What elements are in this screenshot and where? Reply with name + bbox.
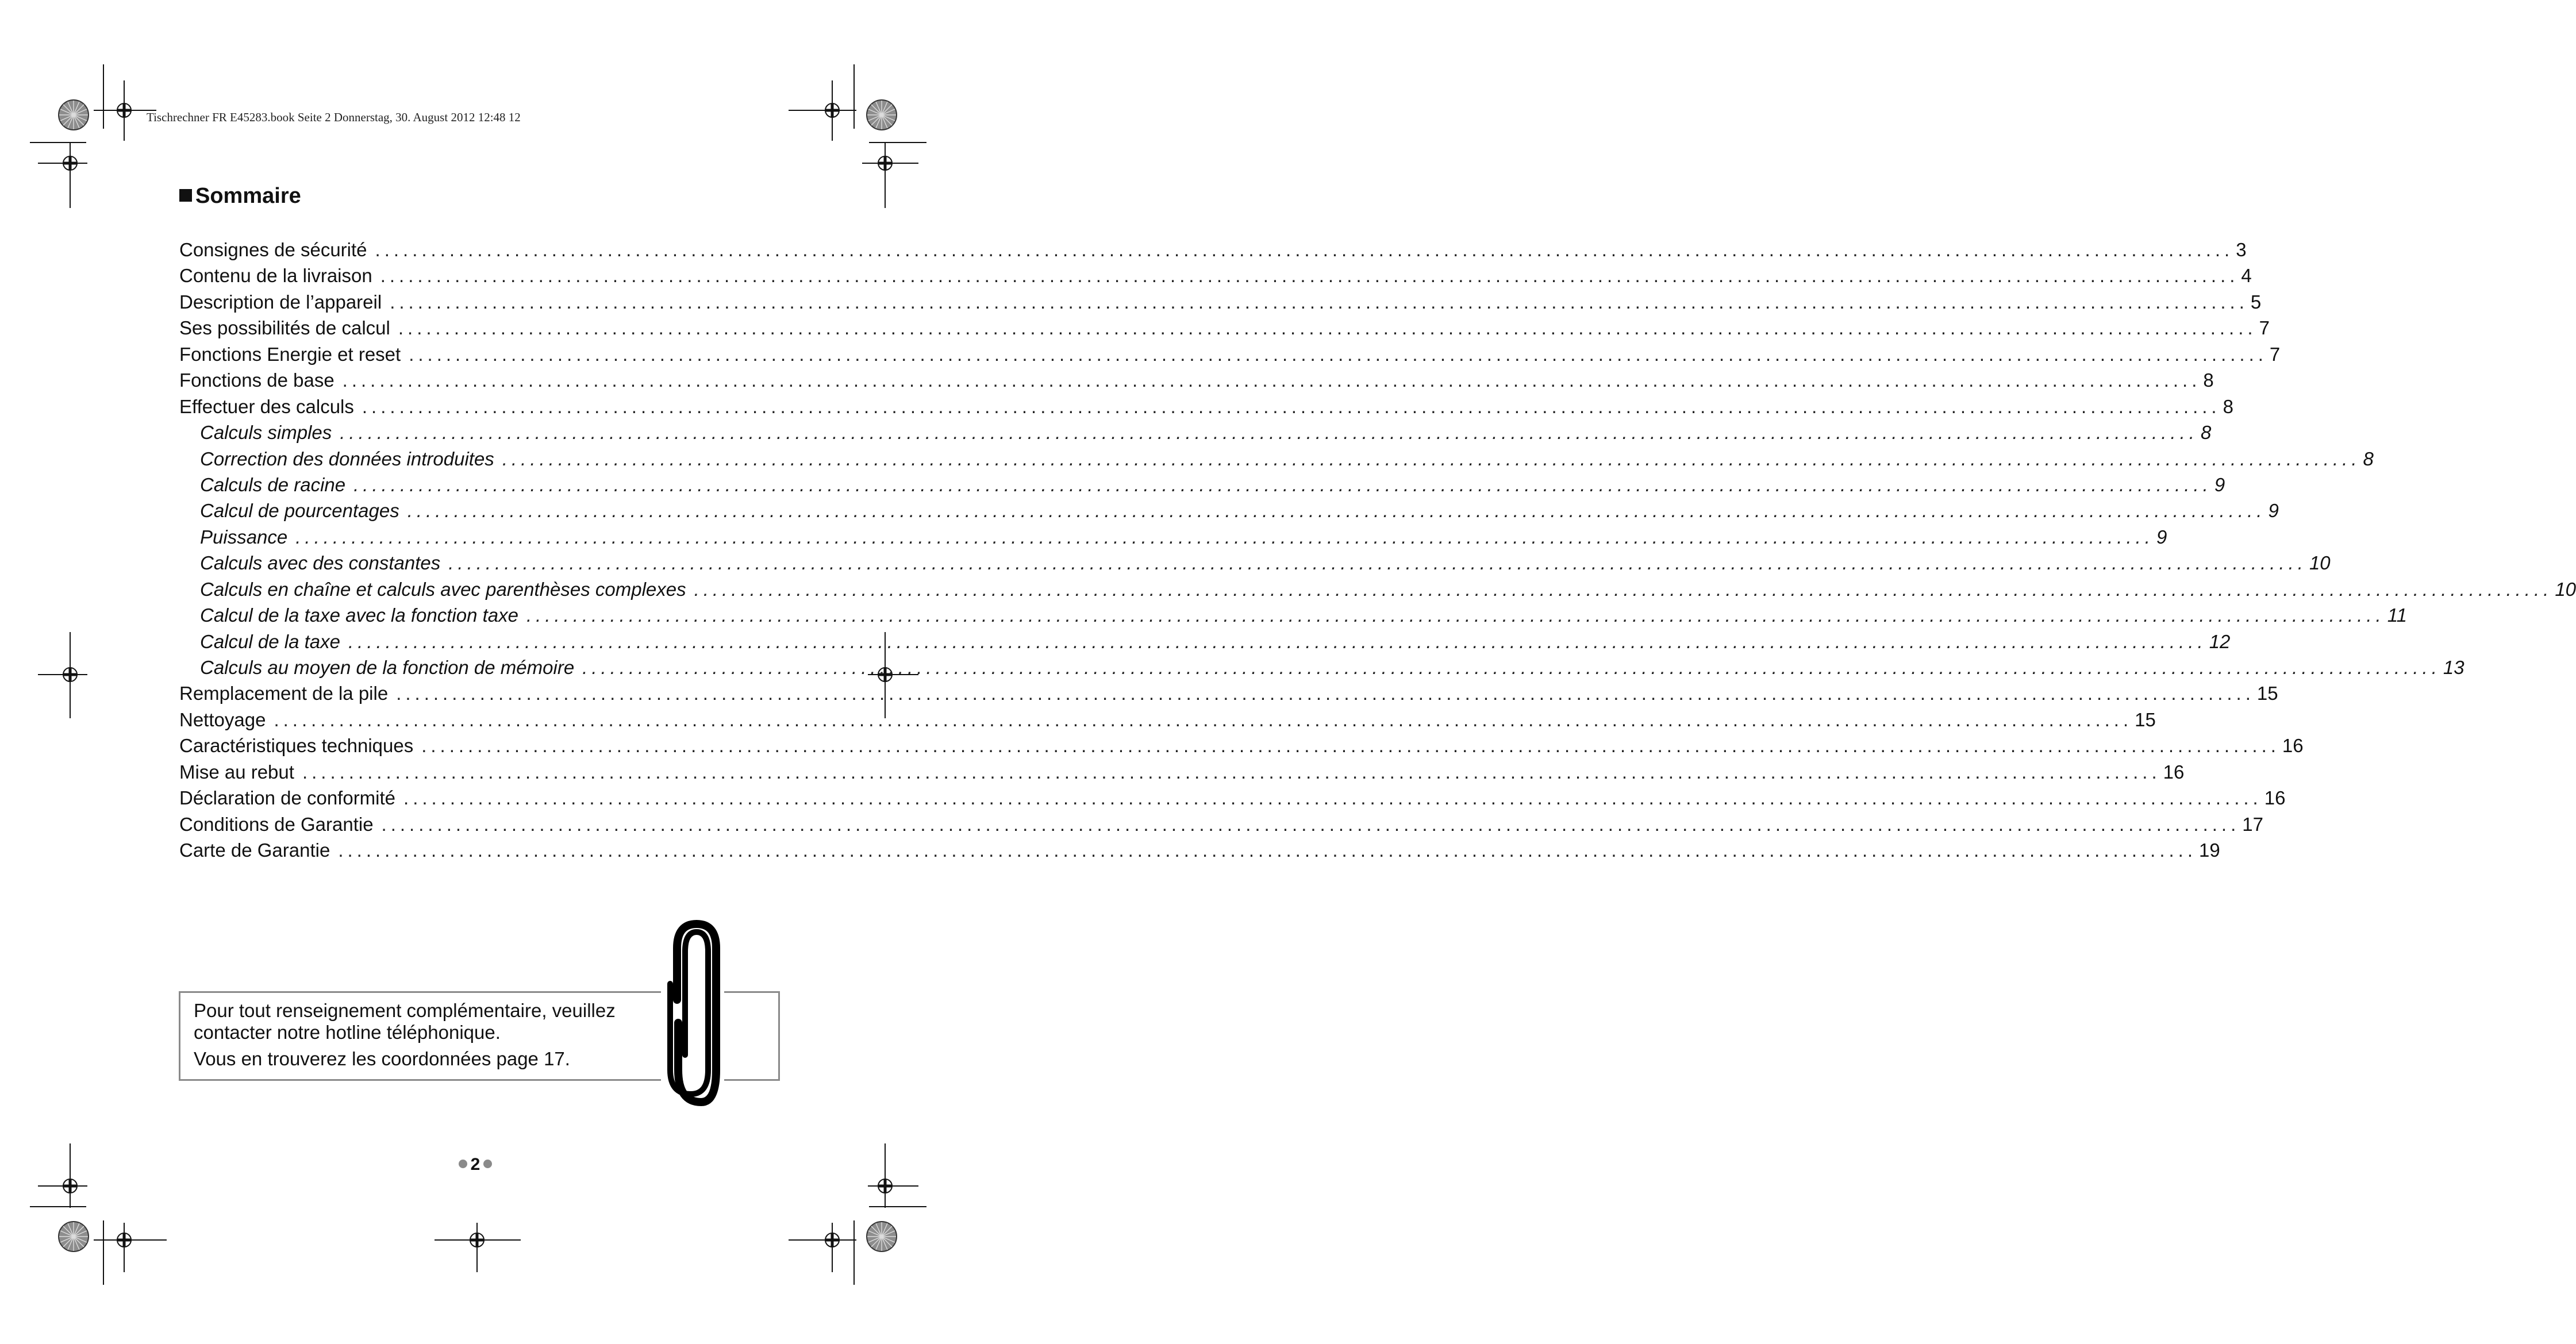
toc-entry-title: Fonctions Energie et reset — [179, 343, 401, 365]
notice-line-1: Pour tout renseignement complémentaire, veuillez — [194, 1000, 616, 1021]
left-dot-icon — [459, 1160, 467, 1168]
toc-entry-title: Calculs simples — [200, 422, 332, 444]
toc-entry — [179, 811, 2263, 837]
toc-entry-title: Puissance — [200, 526, 288, 548]
toc-leader-dots: ........................................................................................................................................................................................................ — [348, 630, 2207, 652]
page-number — [0, 1155, 951, 1174]
toc-leader-dots: ........................................................................................................................................................................................................ — [340, 422, 2198, 444]
toc-entry-title: Déclaration de conformité — [179, 787, 396, 809]
toc-entry-title: Carte de Garantie — [179, 839, 330, 861]
toc-entry — [179, 602, 2407, 628]
toc-leader-dots: ........................................................................................................................................................................................................ — [396, 683, 2255, 704]
toc-entry-page: 11 — [2387, 604, 2407, 626]
toc-entry — [179, 837, 2220, 863]
toc-leader-dots: ........................................................................................................................................................................................................ — [421, 735, 2280, 757]
toc-entry — [179, 394, 2233, 419]
toc-leader-dots: ........................................................................................................................................................................................................ — [403, 787, 2262, 809]
toc-leader-dots: ........................................................................................................................................................................................................ — [380, 265, 2239, 287]
toc-entry-page: 7 — [2269, 343, 2281, 365]
toc-entry-page: 10 — [2555, 578, 2576, 600]
page-title-text: Sommaire — [195, 184, 301, 208]
toc-entry-title: Calcul de la taxe — [200, 630, 340, 652]
toc-entry-page: 19 — [2199, 839, 2220, 861]
page-title — [179, 185, 301, 207]
toc-leader-dots: ........................................................................................................................................................................................................ — [353, 473, 2212, 495]
toc-entry-title: Mise au rebut — [179, 761, 294, 783]
toc-entry — [179, 446, 2374, 472]
toc-entry — [179, 237, 2247, 263]
toc-entry-title: Calculs au moyen de la fonction de mémoire — [200, 657, 575, 678]
toc-entry-title: Calcul de pourcentages — [200, 500, 399, 522]
toc-entry — [179, 629, 2231, 654]
table-of-contents — [179, 237, 2576, 864]
toc-entry — [179, 341, 2281, 367]
toc-leader-dots: ........................................................................................................................................................................................................ — [448, 552, 2307, 574]
toc-entry-title: Conditions de Garantie — [179, 813, 374, 835]
toc-entry — [179, 550, 2331, 576]
toc-entry — [179, 472, 2225, 498]
toc-entry — [179, 707, 2156, 733]
toc-entry-title: Nettoyage — [179, 708, 266, 730]
notice-line-3: Vous en trouverez les coordonnées page 17. — [194, 1048, 570, 1069]
right-dot-icon — [483, 1160, 492, 1168]
toc-entry-title: Fonctions de base — [179, 369, 335, 391]
toc-entry — [179, 733, 2304, 758]
toc-leader-dots: ........................................................................................................................................................................................................ — [381, 813, 2240, 835]
toc-leader-dots: ........................................................................................................................................................................................................ — [375, 239, 2234, 260]
notice-line-2: contacter notre hotline téléphonique. — [194, 1022, 501, 1043]
toc-leader-dots: ........................................................................................................................................................................................................ — [398, 317, 2257, 339]
toc-entry-title: Caractéristiques techniques — [179, 735, 414, 757]
toc-entry-title: Calculs de racine — [200, 473, 346, 495]
toc-entry-title: Description de l’appareil — [179, 291, 382, 313]
toc-leader-dots: ........................................................................................................................................................................................................ — [362, 395, 2221, 417]
toc-entry-title: Calculs avec des constantes — [200, 552, 441, 574]
toc-entry — [179, 367, 2214, 393]
toc-entry-title: Correction des données introduites — [200, 448, 494, 469]
toc-leader-dots: ........................................................................................................................................................................................................ — [409, 343, 2267, 365]
toc-entry — [179, 419, 2212, 445]
toc-entry — [179, 498, 2279, 523]
toc-entry-page: 15 — [2135, 708, 2156, 730]
toc-entry-page: 15 — [2256, 683, 2278, 704]
toc-entry-title: Effectuer des calculs — [179, 395, 354, 417]
toc-entry-title: Remplacement de la pile — [179, 683, 389, 704]
toc-leader-dots: ........................................................................................................................................................................................................ — [694, 578, 2553, 600]
toc-entry-title: Consignes de sécurité — [179, 239, 367, 260]
toc-leader-dots: ........................................................................................................................................................................................................ — [390, 291, 2248, 313]
toc-entry-title: Calculs en chaîne et calculs avec parenthèses complexes — [200, 578, 686, 600]
toc-entry-page: 9 — [2268, 500, 2279, 522]
toc-entry — [179, 315, 2270, 341]
toc-entry-page: 3 — [2236, 239, 2247, 260]
toc-entry — [179, 289, 2262, 315]
toc-entry-page: 7 — [2259, 317, 2270, 339]
toc-entry-page: 17 — [2242, 813, 2263, 835]
toc-entry-page: 16 — [2163, 761, 2185, 783]
toc-entry — [179, 576, 2576, 602]
toc-leader-dots: ........................................................................................................................................................................................................ — [502, 448, 2361, 469]
toc-entry-page: 12 — [2209, 630, 2231, 652]
toc-entry-page: 16 — [2264, 787, 2286, 809]
paperclip-icon — [661, 919, 724, 1109]
toc-entry-page: 9 — [2156, 526, 2167, 548]
toc-leader-dots: ........................................................................................................................................................................................................ — [295, 526, 2154, 548]
toc-entry-page: 8 — [2223, 395, 2233, 417]
toc-entry-page: 5 — [2250, 291, 2262, 313]
toc-leader-dots: ........................................................................................................................................................................................................ — [342, 369, 2201, 391]
toc-entry-page: 8 — [2203, 369, 2214, 391]
page-number-text: 2 — [470, 1155, 480, 1174]
toc-leader-dots: ........................................................................................................................................................................................................ — [338, 839, 2197, 861]
toc-entry — [179, 785, 2286, 811]
toc-entry — [179, 524, 2167, 550]
bullet-square-icon — [179, 189, 192, 202]
toc-entry-title: Calcul de la taxe avec la fonction taxe — [200, 604, 518, 626]
toc-entry — [179, 263, 2252, 288]
toc-entry-page: 9 — [2214, 473, 2225, 495]
toc-entry-title: Ses possibilités de calcul — [179, 317, 390, 339]
toc-leader-dots: ........................................................................................................................................................................................................ — [582, 657, 2441, 678]
book-header-info: Tischrechner FR E45283.book Seite 2 Donnerstag, 30. August 2012 12:48 12 — [147, 110, 521, 124]
toc-entry-page: 13 — [2443, 657, 2464, 678]
toc-entry-title: Contenu de la livraison — [179, 265, 372, 287]
toc-leader-dots: ........................................................................................................................................................................................................ — [274, 708, 2133, 730]
toc-entry — [179, 654, 2464, 680]
toc-entry — [179, 680, 2278, 706]
toc-leader-dots: ........................................................................................................................................................................................................ — [407, 500, 2266, 522]
toc-leader-dots: ........................................................................................................................................................................................................ — [526, 604, 2385, 626]
toc-entry-page: 4 — [2241, 265, 2252, 287]
toc-entry-page: 8 — [2363, 448, 2374, 469]
toc-leader-dots: ........................................................................................................................................................................................................ — [302, 761, 2161, 783]
toc-entry — [179, 759, 2185, 785]
toc-entry-page: 16 — [2282, 735, 2304, 757]
toc-entry-page: 8 — [2200, 422, 2212, 444]
toc-entry-page: 10 — [2309, 552, 2331, 574]
